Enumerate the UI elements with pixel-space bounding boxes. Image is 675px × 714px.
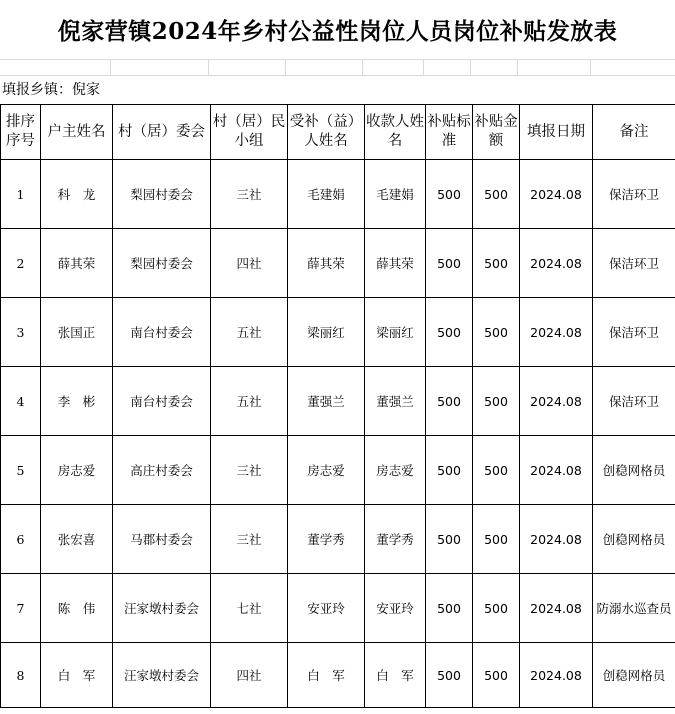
gridline (0, 59, 675, 60)
header-row (1, 105, 675, 160)
cell-group: 五社 (211, 367, 288, 436)
cell-remark: 防溺水巡查员 (593, 574, 675, 643)
cell-date: 2024.08 (520, 574, 593, 643)
cell-village: 马郡村委会 (113, 505, 211, 574)
cell-payee: 薛其荣 (365, 229, 426, 298)
cell-seq: 6 (1, 505, 41, 574)
cell-remark: 创稳网格员 (593, 643, 675, 708)
gridline (208, 59, 209, 75)
cell-date: 2024.08 (520, 505, 593, 574)
cell-payee: 董学秀 (365, 505, 426, 574)
cell-amount: 500 (473, 505, 520, 574)
cell-payee: 梁丽红 (365, 298, 426, 367)
cell-amount: 500 (473, 367, 520, 436)
cell-group: 四社 (211, 229, 288, 298)
cell-household-head: 薛其荣 (41, 229, 113, 298)
cell-standard: 500 (426, 436, 473, 505)
gridline (590, 59, 591, 75)
header-payee: 收款人姓名 (365, 105, 426, 160)
table-row (1, 298, 675, 367)
table-row (1, 160, 675, 229)
cell-household-head: 白 军 (41, 643, 113, 708)
cell-recipient: 白 军 (288, 643, 365, 708)
page-title: 倪家营镇2024年乡村公益性岗位人员岗位补贴发放表 (57, 18, 618, 45)
header-group: 村（居）民小组 (211, 105, 288, 160)
table-row (1, 643, 675, 708)
cell-date: 2024.08 (520, 436, 593, 505)
gridline (470, 59, 471, 75)
cell-household-head: 陈 伟 (41, 574, 113, 643)
cell-seq: 1 (1, 160, 41, 229)
cell-group: 三社 (211, 160, 288, 229)
header-seq: 排序序号 (1, 105, 41, 160)
gridline (423, 59, 424, 75)
gridline (110, 59, 111, 75)
cell-seq: 2 (1, 229, 41, 298)
gridline (0, 75, 675, 76)
cell-group: 三社 (211, 505, 288, 574)
cell-amount: 500 (473, 643, 520, 708)
cell-seq: 8 (1, 643, 41, 708)
table-row (1, 574, 675, 643)
table-row (1, 505, 675, 574)
header-date: 填报日期 (520, 105, 593, 160)
cell-household-head: 张国正 (41, 298, 113, 367)
cell-seq: 5 (1, 436, 41, 505)
cell-seq: 7 (1, 574, 41, 643)
cell-recipient: 董学秀 (288, 505, 365, 574)
cell-date: 2024.08 (520, 298, 593, 367)
cell-amount: 500 (473, 160, 520, 229)
cell-recipient: 梁丽红 (288, 298, 365, 367)
cell-seq: 3 (1, 298, 41, 367)
cell-household-head: 李 彬 (41, 367, 113, 436)
cell-recipient: 房志爱 (288, 436, 365, 505)
cell-payee: 房志爱 (365, 436, 426, 505)
gridline (517, 59, 518, 75)
header-amount: 补贴金额 (473, 105, 520, 160)
cell-group: 四社 (211, 643, 288, 708)
cell-group: 七社 (211, 574, 288, 643)
cell-village: 高庄村委会 (113, 436, 211, 505)
cell-household-head: 张宏喜 (41, 505, 113, 574)
cell-remark: 保洁环卫 (593, 160, 675, 229)
cell-village: 南台村委会 (113, 298, 211, 367)
cell-remark: 创稳网格员 (593, 505, 675, 574)
cell-standard: 500 (426, 574, 473, 643)
cell-recipient: 毛建娟 (288, 160, 365, 229)
table-row (1, 229, 675, 298)
header-recipient: 受补（益）人姓名 (288, 105, 365, 160)
cell-amount: 500 (473, 229, 520, 298)
cell-seq: 4 (1, 367, 41, 436)
table-row (1, 436, 675, 505)
cell-standard: 500 (426, 367, 473, 436)
cell-recipient: 安亚玲 (288, 574, 365, 643)
subsidy-table (0, 104, 675, 708)
cell-amount: 500 (473, 298, 520, 367)
cell-village: 南台村委会 (113, 367, 211, 436)
cell-payee: 董强兰 (365, 367, 426, 436)
header-standard: 补贴标准 (426, 105, 473, 160)
cell-household-head: 科 龙 (41, 160, 113, 229)
cell-date: 2024.08 (520, 160, 593, 229)
header-remark: 备注 (593, 105, 675, 160)
cell-household-head: 房志爱 (41, 436, 113, 505)
cell-village: 汪家墩村委会 (113, 574, 211, 643)
cell-date: 2024.08 (520, 229, 593, 298)
cell-date: 2024.08 (520, 367, 593, 436)
cell-standard: 500 (426, 643, 473, 708)
cell-payee: 安亚玲 (365, 574, 426, 643)
gridline (362, 59, 363, 75)
cell-date: 2024.08 (520, 643, 593, 708)
cell-amount: 500 (473, 574, 520, 643)
cell-recipient: 董强兰 (288, 367, 365, 436)
cell-remark: 保洁环卫 (593, 229, 675, 298)
header-village: 村（居）委会 (113, 105, 211, 160)
cell-village: 汪家墩村委会 (113, 643, 211, 708)
cell-group: 五社 (211, 298, 288, 367)
cell-remark: 创稳网格员 (593, 436, 675, 505)
cell-remark: 保洁环卫 (593, 367, 675, 436)
cell-payee: 白 军 (365, 643, 426, 708)
cell-payee: 毛建娟 (365, 160, 426, 229)
cell-standard: 500 (426, 160, 473, 229)
cell-village: 梨园村委会 (113, 229, 211, 298)
cell-village: 梨园村委会 (113, 160, 211, 229)
header-household-head: 户主姓名 (41, 105, 113, 160)
cell-standard: 500 (426, 505, 473, 574)
cell-recipient: 薛其荣 (288, 229, 365, 298)
cell-standard: 500 (426, 229, 473, 298)
sheet-gridlines (0, 59, 675, 104)
table-row (1, 367, 675, 436)
township-label: 填报乡镇：倪家 (2, 82, 100, 98)
cell-group: 三社 (211, 436, 288, 505)
gridline (285, 59, 286, 75)
cell-remark: 保洁环卫 (593, 298, 675, 367)
cell-standard: 500 (426, 298, 473, 367)
cell-amount: 500 (473, 436, 520, 505)
